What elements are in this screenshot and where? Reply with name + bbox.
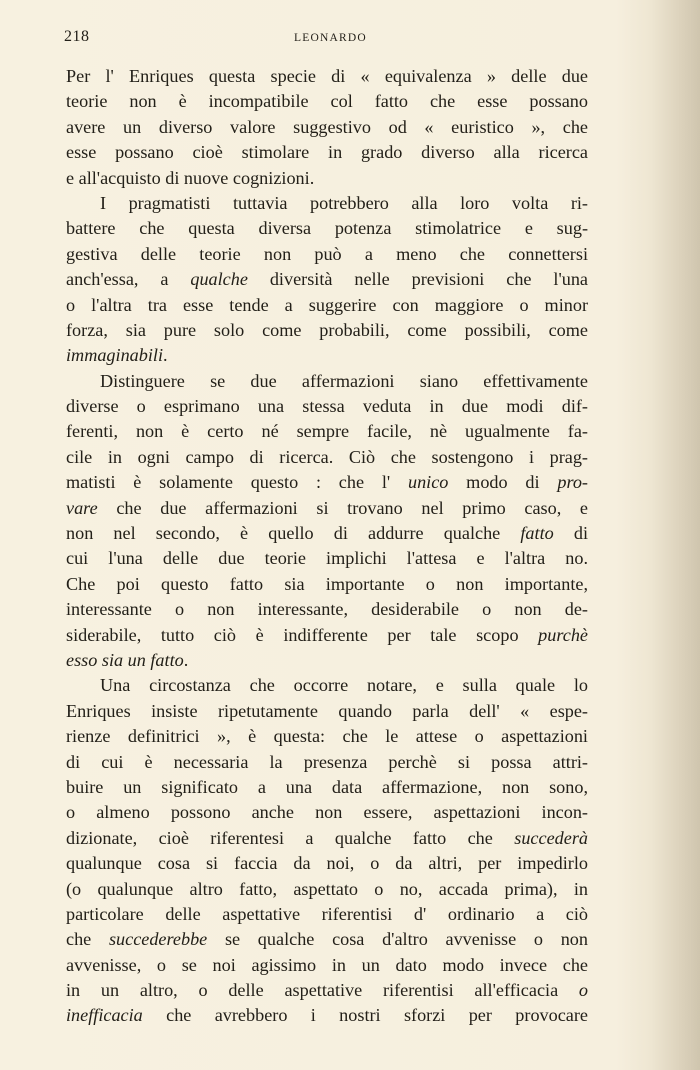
text-line: matisti è solamente questo : che l' unico modo di pro- [66,472,588,493]
italic-text: unico [407,472,449,493]
text-line: rienze definitrici », è questa: che le attese o aspettazioni [66,726,588,747]
text-line: battere che questa diversa potenza stimolatrice e sug- [66,218,588,239]
text-line: di cui è necessaria la presenza perchè si possa attri- [66,751,588,772]
text-line: cui l'una delle due teorie implichi l'attesa e l'altra no. [66,548,588,569]
text-line: anch'essa, a qualche diversità nelle previsioni che l'una [66,269,588,290]
text-line: avvenisse, o se noi agissimo in un dato modo invece che [66,954,588,975]
italic-text: fatto [520,523,554,544]
text-line: inefficacia che avrebbero i nostri sforzi per provocare [66,1005,588,1026]
text-line: teorie non è incompatibile col fatto che esse possano [66,91,588,112]
italic-text: immaginabili [66,345,164,366]
text-line: ferenti, non è certo né sempre facile, nè ugualmente fa- [66,421,588,442]
text-line: Per l' Enriques questa specie di « equivalenza » delle due [66,66,588,86]
italic-text: inefficacia [66,1005,143,1026]
text-line: Che poi questo fatto sia importante o non importante, [66,573,588,594]
text-line: che succederebbe se qualche cosa d'altro avvenisse o non [66,929,588,950]
text-line: qualunque cosa si faccia da noi, o da altri, per impedirlo [66,853,588,874]
body-text [66,64,588,1029]
text-line: in un altro, o delle aspettative riferentisi all'efficacia o [66,980,589,1001]
text-line: (o qualunque altro fatto, aspettato o no, accada prima), in [66,878,588,899]
text-line: non nel secondo, è quello di addurre qualche fatto di [66,523,588,544]
text-line: e all'acquisto di nuove cognizioni. [66,167,315,188]
italic-text: qualche [190,269,248,290]
page-number: 218 [64,28,90,45]
italic-text: purchè [538,624,588,645]
text-line: Distinguere se due affermazioni siano effettivamente [100,370,588,391]
text-line: o almeno possono anche non essere, aspettazioni incon- [66,802,588,823]
text-line: esse possano cioè stimolare in grado diverso alla ricerca [66,142,588,163]
text-line: Una circostanza che occorre notare, e sulla quale lo [100,675,588,696]
text-line: dizionate, cioè riferentesi a qualche fatto che succederà [66,827,588,848]
page-header [64,28,588,48]
text-line: I pragmatisti tuttavia potrebbero alla loro volta ri- [100,192,588,213]
text-line: siderabile, tutto ciò è indifferente per tale scopo purchè [66,624,588,645]
italic-text: succederebbe [108,929,208,950]
text-line: forza, sia pure solo come probabili, come possibili, come [66,319,588,340]
text-line: avere un diverso valore suggestivo od « euristico », che [66,116,588,137]
italic-text: vare [66,497,98,518]
text-line: Enriques insiste ripetutamente quando parla dell' « espe- [66,700,588,721]
text-line: buire un significato a una data affermazione, non sono, [66,776,588,797]
text-line: diverse o esprimano una stessa veduta in due modi dif- [66,396,588,417]
italic-text: esso sia un fatto [66,649,184,670]
running-head: LEONARDO [294,32,367,44]
text-line: esso sia un fatto. [66,649,189,670]
text-line: immaginabili. [66,345,168,366]
text-line: particolare delle aspettative riferentisi d' ordinario a ciò [66,903,588,924]
italic-text: succederà [514,827,588,848]
italic-text: o [578,980,589,1001]
text-line: interessante o non interessante, desiderabile o non de- [66,599,588,620]
text-line: cile in ogni campo di ricerca. Ciò che sostengono i prag- [66,446,588,467]
text-line: vare che due affermazioni si trovano nel primo caso, e [66,497,588,518]
text-line: gestiva delle teorie non può a meno che connettersi [66,243,588,264]
text-line: o l'altra tra esse tende a suggerire con maggiore o minor [66,294,588,315]
italic-text: pro- [557,472,588,493]
